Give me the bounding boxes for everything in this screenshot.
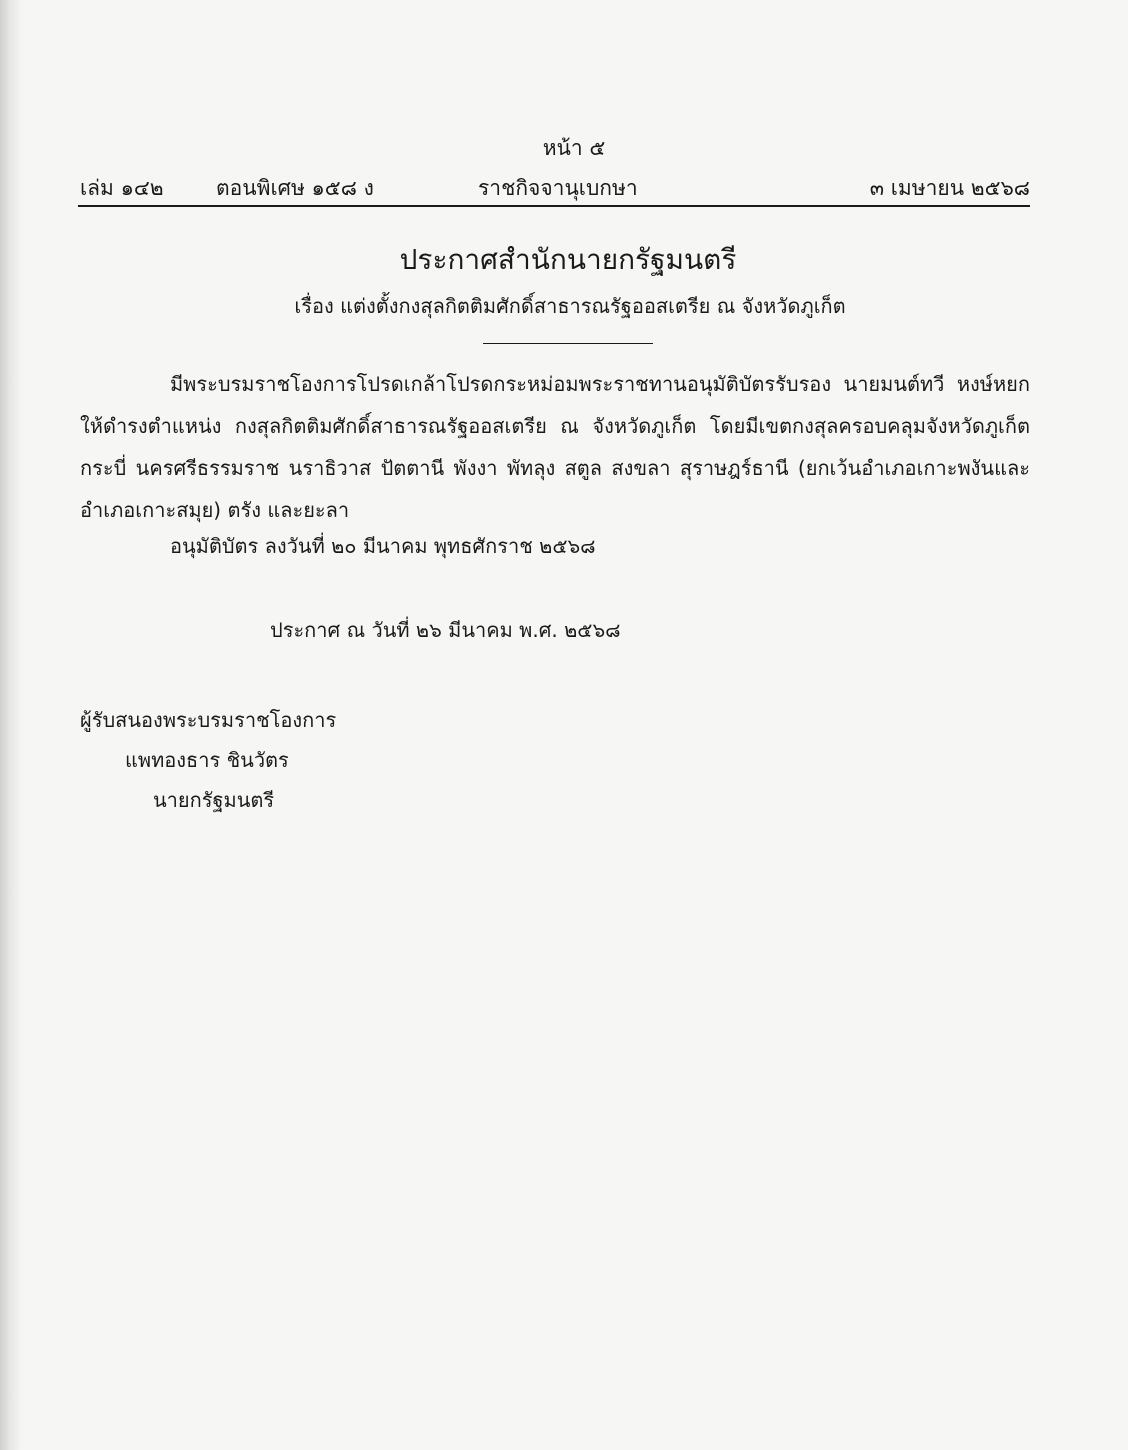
page-binding-edge [0,0,22,1450]
subject-divider [483,343,653,344]
document-subject: เรื่อง แต่งตั้งกงสุลกิตติมศักดิ์สาธารณรัฐออสเตรีย ณ จังหวัดภูเก็ต [294,294,846,318]
signatory-name: แพทองธาร ชินวัตร [125,748,289,772]
header-divider [78,205,1030,207]
header-date: ๓ เมษายน ๒๕๖๘ [869,176,1030,200]
header-volume: เล่ม ๑๔๒ [80,176,164,200]
header-gazette-name: ราชกิจจานุเบกษา [478,176,638,200]
document-body: มีพระบรมราชโองการโปรดเกล้าโปรดกระหม่อมพระราชทานอนุมัติบัตรรับรอง นายมนต์ทวี หงษ์หยก ให้ดำรงตำแหน่ง กงสุลกิตติมศักดิ์สาธารณรัฐออสเตรีย ณ จังหวัดภูเก็ต โดยมีเขตกงสุลครอบคลุมจังหวัดภูเก็ต กระบี่ นครศรีธรรมราช นราธิวาส ปัตตานี พังงา พัทลุง สตูล สงขลา สุราษฎร์ธานี (ยกเว้นอำเภอเกาะพงันและอำเภอเกาะสมุย) ตรัง และยะลา [80,372,1030,522]
countersigned-label: ผู้รับสนองพระบรมราชโองการ [80,708,337,732]
approval-date: อนุมัติบัตร ลงวันที่ ๒๐ มีนาคม พุทธศักราช ๒๕๖๘ [170,534,596,558]
announced-date: ประกาศ ณ วันที่ ๒๖ มีนาคม พ.ศ. ๒๕๖๘ [270,618,621,642]
document-title: ประกาศสำนักนายกรัฐมนตรี [399,243,737,276]
header-special-issue: ตอนพิเศษ ๑๕๘ ง [216,176,374,200]
gazette-header [80,172,1030,202]
page-number: หน้า ๕ [542,136,606,160]
signature-block [80,700,336,820]
signatory-position: นายกรัฐมนตรี [153,788,275,812]
